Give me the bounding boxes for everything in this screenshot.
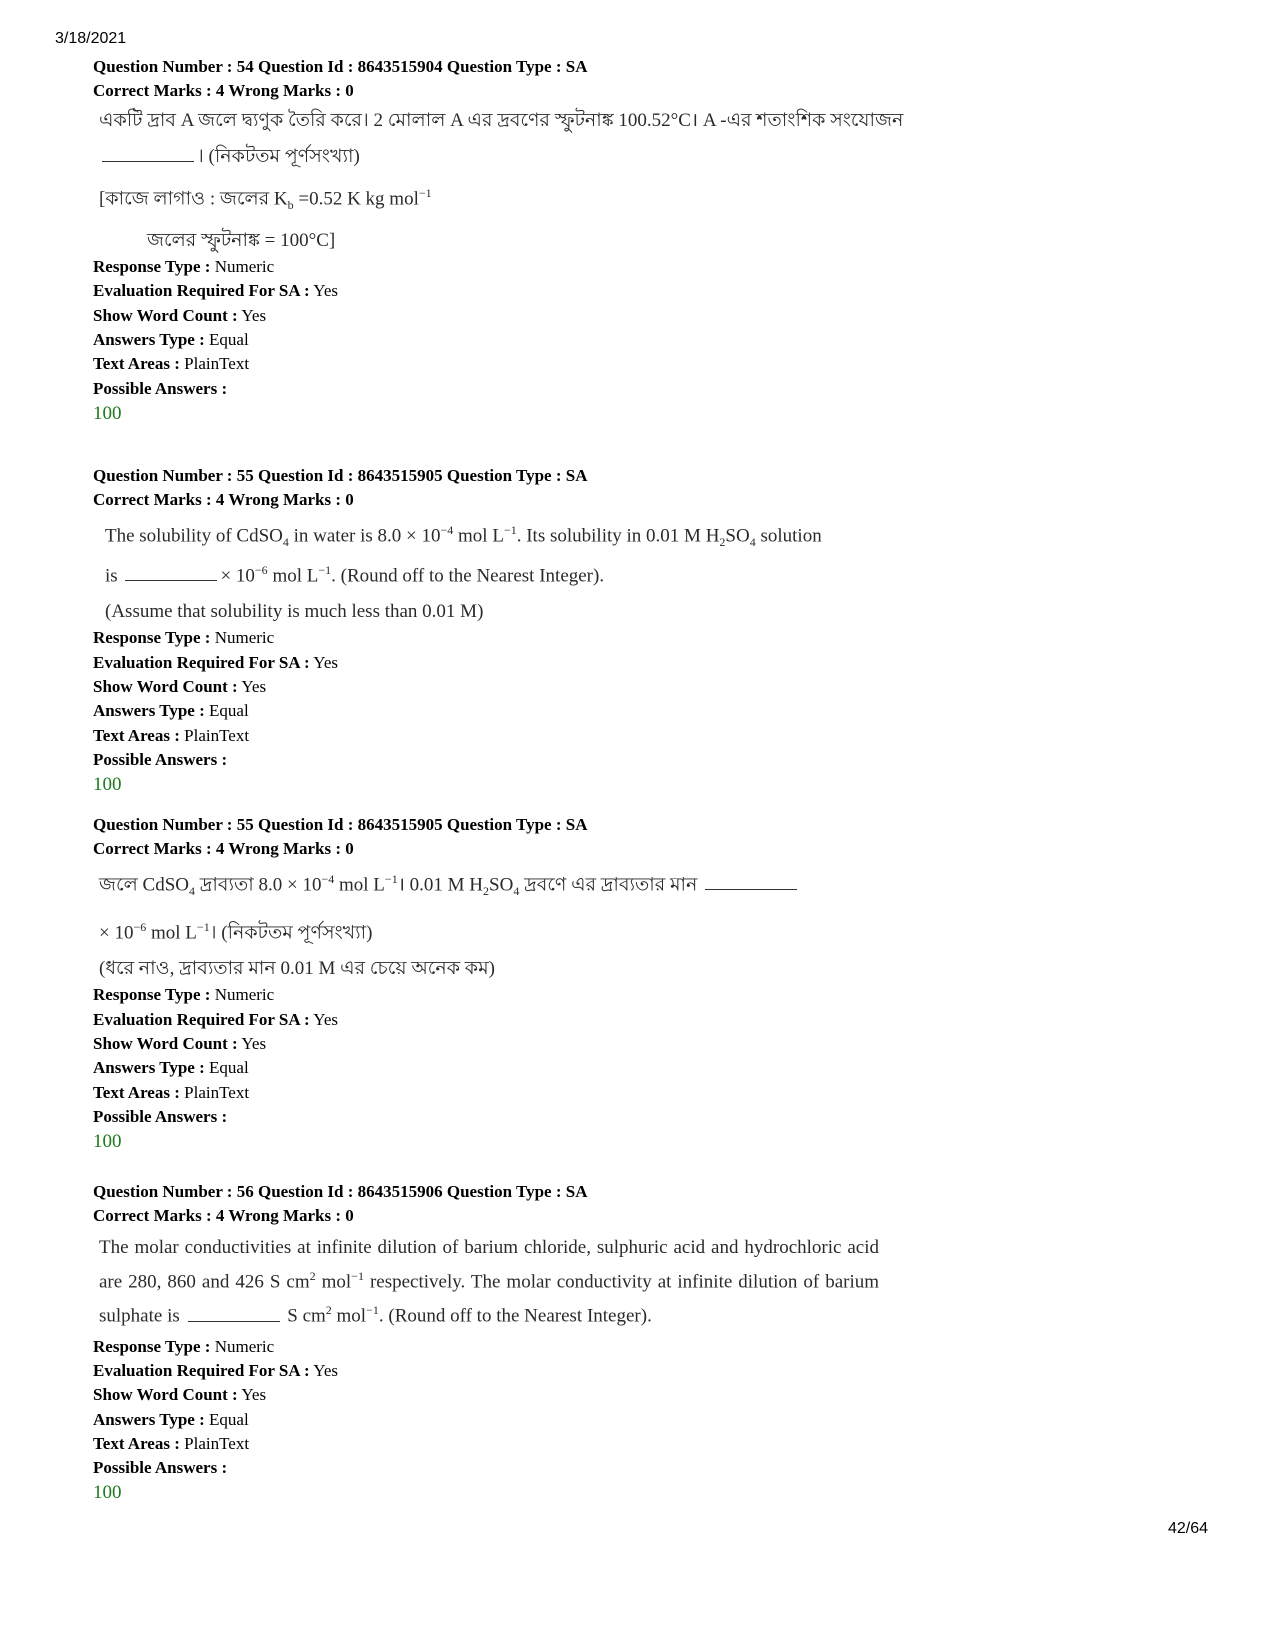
- possible-answer: 100: [93, 774, 122, 796]
- question-text: The solubility of CdSO$_4$ in water is $8.0 \times 10^{-4}$ mol $L^{-1}$. Its solubility in 0.01 M $H_2SO_4$ solution is × $10^{-6}$ mol $L^{-1}$. (Round off to the Nearest Integer). (Assume that solubility is much less than 0.01 M): [105, 523, 822, 623]
- question-marks: Correct Marks : 4 Wrong Marks : 0: [93, 1206, 354, 1225]
- print-date: 3/18/2021: [55, 30, 127, 47]
- question-block-55-english: [93, 464, 893, 798]
- question-block-56: [93, 1180, 893, 1506]
- answer-blank: [102, 147, 194, 162]
- question-text: একটি দ্রাব A জলে দ্ব্যণুক তৈরি করে। 2 মোলাল A এর দ্রবণের স্ফুটনাঙ্ক 100.52°C। A -এর শতাংশিক সংযোজন । (নিকটতম পূর্ণসংখ্যা) [কাজে লাগাও : জলের $K_b =0.52$ K kg mol$^{-1}$ জলের স্ফুটনাঙ্ক = 100°C]: [99, 110, 904, 252]
- question-block-54: [93, 55, 904, 427]
- question-header: Question Number : 55 Question Id : 8643515905 Question Type : SA: [93, 466, 588, 485]
- question-block-55-bengali: [93, 813, 893, 1155]
- possible-answer: 100: [93, 1482, 122, 1504]
- answer-blank: [125, 566, 217, 581]
- possible-answer: 100: [93, 402, 122, 424]
- question-meta: Response Type : Numeric Evaluation Required For SA : Yes Show Word Count : Yes Answers Type : Equal Text Areas : PlainText Possible Answers :: [93, 985, 339, 1126]
- page-number: 42/64: [1168, 1520, 1209, 1537]
- question-marks: Correct Marks : 4 Wrong Marks : 0: [93, 839, 354, 858]
- question-header: Question Number : 54 Question Id : 8643515904 Question Type : SA: [93, 57, 588, 76]
- question-text: The molar conductivities at infinite dilution of barium chloride, sulphuric acid and hydrochloric acid are 280, 860 and 426 S $cm^2$ mol$^{-1}$ respectively. The molar conductivity at infinite dilution of barium sulphate is S $cm^2$ mol$^{-1}$. (Round off to the Nearest Integer).: [99, 1237, 880, 1327]
- question-meta: Response Type : Numeric Evaluation Required For SA : Yes Show Word Count : Yes Answers Type : Equal Text Areas : PlainText Possible Answers :: [93, 1336, 339, 1478]
- question-marks: Correct Marks : 4 Wrong Marks : 0: [93, 490, 354, 509]
- question-header: Question Number : 55 Question Id : 8643515905 Question Type : SA: [93, 815, 588, 834]
- question-header: Question Number : 56 Question Id : 8643515906 Question Type : SA: [93, 1182, 588, 1201]
- answer-blank: [705, 875, 797, 890]
- possible-answer: 100: [93, 1131, 122, 1153]
- question-text: জলে CdSO$_4$ দ্রাব্যতা $8.0 \times 10^{-4}$ mol $L^{-1}।$ 0.01 M $H_2SO_4$ দ্রবণে এর দ্রাব্যতার মান × $10^{-6}$ mol $L^{-1}।$ (নিকটতম পূর্ণসংখ্যা) (ধরে নাও, দ্রাব্যতার মান 0.01 M এর চেয়ে অনেক কম): [93, 865, 893, 983]
- question-marks: Correct Marks : 4 Wrong Marks : 0: [93, 81, 354, 100]
- question-meta: Response Type : Numeric Evaluation Required For SA : Yes Show Word Count : Yes Answers Type : Equal Text Areas : PlainText Possible Answers :: [93, 257, 339, 398]
- question-meta: Response Type : Numeric Evaluation Required For SA : Yes Show Word Count : Yes Answers Type : Equal Text Areas : PlainText Possible Answers :: [93, 628, 339, 769]
- answer-blank: [188, 1307, 280, 1322]
